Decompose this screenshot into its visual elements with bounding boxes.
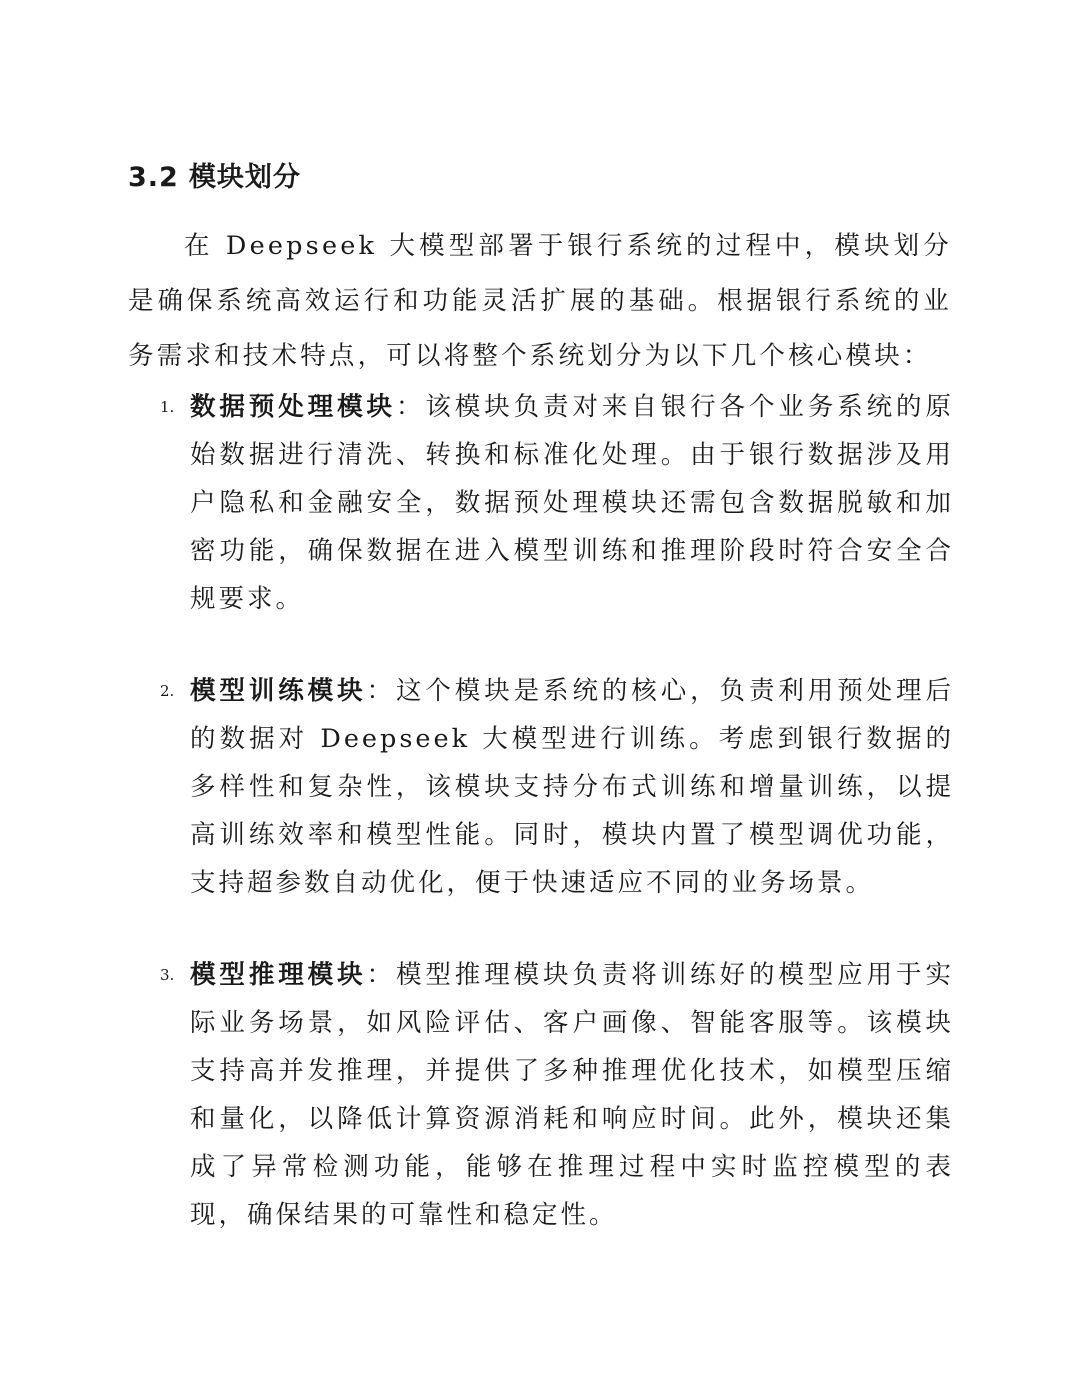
list-marker: 2. <box>160 682 175 700</box>
module-description: 模型推理模块负责将训练好的模型应用于实际业务场景，如风险评估、客户画像、智能客服等。该模块支持高并发推理，并提供了多种推理优化技术，如模型压缩和量化，以降低计算资源消耗和响应时间。此外，模块还集成了异常检测功能，能够在推理过程中实时监控模型的表现，确保结果的可靠性和稳定性。 <box>190 960 954 1230</box>
module-description: 这个模块是系统的核心，负责利用预处理后的数据对 Deepseek 大模型进行训练。考虑到银行数据的多样性和复杂性，该模块支持分布式训练和增量训练，以提高训练效率和模型性能。同时，模块内置了模型调优功能，支持超参数自动优化，便于快速适应不同的业务场景。 <box>190 676 954 898</box>
section-heading <box>128 156 301 200</box>
module-list <box>160 383 954 1283</box>
list-marker: 3. <box>160 966 175 984</box>
list-item-data-preprocessing <box>160 383 954 623</box>
list-marker: 1. <box>160 398 175 416</box>
module-separator: ： <box>366 960 396 990</box>
section-title: 模块划分 <box>188 162 301 193</box>
intro-paragraph: 在 Deepseek 大模型部署于银行系统的过程中，模块划分是确保系统高效运行和功能灵活扩展的基础。根据银行系统的业务需求和技术特点，可以将整个系统划分为以下几个核心模块： <box>128 231 952 371</box>
list-item-model-training <box>160 667 954 907</box>
module-separator: ： <box>366 676 396 706</box>
module-term: 模型推理模块 <box>190 960 367 990</box>
section-number: 3.2 <box>128 162 179 193</box>
module-separator: ： <box>395 392 426 422</box>
module-description: 该模块负责对来自银行各个业务系统的原始数据进行清洗、转换和标准化处理。由于银行数据涉及用户隐私和金融安全，数据预处理模块还需包含数据脱敏和加密功能，确保数据在进入模型训练和推理阶段时符合安全合规要求。 <box>190 392 954 614</box>
module-term: 模型训练模块 <box>190 676 367 706</box>
module-term: 数据预处理模块 <box>190 392 396 422</box>
list-item-model-inference <box>160 951 954 1239</box>
